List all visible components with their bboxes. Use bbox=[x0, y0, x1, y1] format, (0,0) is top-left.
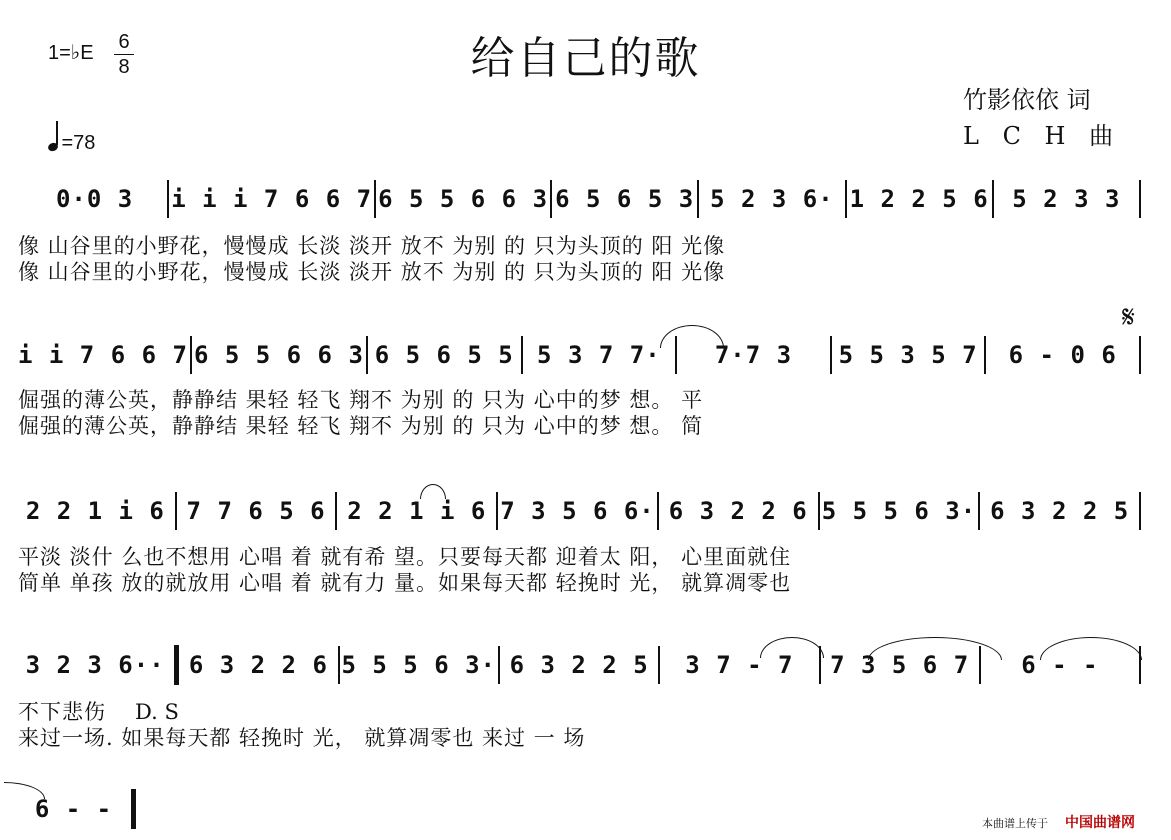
barline bbox=[335, 492, 337, 530]
measure: 5 5 5 6 3· bbox=[821, 497, 977, 525]
barline bbox=[978, 492, 980, 530]
measure: 3 7 - 7 bbox=[685, 651, 794, 679]
barline bbox=[374, 180, 376, 218]
measure: 6 - 0 6 bbox=[1008, 341, 1117, 369]
lyric-line-4a: 不下悲伤 bbox=[18, 700, 106, 724]
segno-icon: 𝄋 bbox=[1122, 300, 1135, 335]
barline bbox=[818, 492, 820, 530]
barline bbox=[657, 492, 659, 530]
barline bbox=[550, 180, 552, 218]
barline bbox=[521, 336, 523, 374]
staff-system-2 bbox=[18, 332, 1143, 378]
measure: 0·0 3 bbox=[55, 185, 134, 213]
measure: 5 5 3 5 7 bbox=[838, 341, 978, 369]
measure: 7 3 5 6 7 bbox=[830, 651, 970, 679]
measure: 6 5 6 5 5 bbox=[374, 341, 514, 369]
barline bbox=[190, 336, 192, 374]
barline bbox=[366, 336, 368, 374]
measure: 6 5 5 6 6 3 bbox=[378, 185, 549, 213]
measure: 6 - - bbox=[34, 795, 113, 823]
measure: 6 3 2 2 5 bbox=[990, 497, 1130, 525]
measure: 7 3 5 6 6· bbox=[500, 497, 655, 525]
barline bbox=[1139, 180, 1141, 218]
staff-system-1 bbox=[18, 176, 1143, 222]
barline bbox=[338, 646, 340, 684]
time-signature-bottom: 8 bbox=[118, 56, 130, 78]
tie-slur bbox=[868, 637, 1002, 660]
measure: 5 5 5 6 3· bbox=[341, 651, 496, 679]
lyric-line-4b: 来过一场. 如果每天都 轻挽时 光， 就算凋零也 来过 一 场 bbox=[18, 726, 586, 750]
measure: 1 2 2 5 6 bbox=[849, 185, 989, 213]
song-title: 给自己的歌 bbox=[470, 33, 701, 84]
final-barline bbox=[131, 789, 136, 829]
barline bbox=[830, 336, 832, 374]
dal-segno-mark: D. S bbox=[135, 700, 179, 724]
barline bbox=[697, 180, 699, 218]
barline bbox=[658, 646, 660, 684]
measure: 6 3 2 2 6 bbox=[188, 651, 328, 679]
measure: i i 7 6 6 7 bbox=[18, 341, 188, 369]
lyric-line-2a: 倔强的薄公英，静静结 果轻 轻飞 翔不 为别 的 只为 心中的梦 想。 平 bbox=[18, 388, 704, 412]
barline bbox=[1139, 336, 1141, 374]
measure: 5 3 7 7· bbox=[537, 341, 661, 369]
measure: 6 5 5 6 6 3 bbox=[193, 341, 364, 369]
measure: 6 - - bbox=[1021, 651, 1099, 679]
upload-credit: 本曲谱上传于 bbox=[982, 817, 1048, 830]
lyric-line-3a: 平淡 淡什 么也不想用 心唱 着 就有希 望。只要每天都 迎着太 阳， 心里面就住 bbox=[18, 545, 792, 569]
measure: i i i 7 6 6 7 bbox=[171, 185, 373, 213]
barline bbox=[175, 492, 177, 530]
measure: 5 2 3 6· bbox=[710, 185, 834, 213]
lyric-line-1b: 像 山谷里的小野花，慢慢成 长淡 淡开 放不 为别 的 只为头顶的 阳 光像 bbox=[18, 260, 726, 284]
lyricist-credit: 竹影依依 词 bbox=[963, 86, 1091, 114]
barline bbox=[498, 646, 500, 684]
tie-slur bbox=[660, 325, 724, 348]
barline bbox=[984, 336, 986, 374]
staff-system-3 bbox=[18, 488, 1143, 534]
tempo-marking bbox=[48, 125, 95, 155]
tempo-value: =78 bbox=[61, 132, 96, 154]
barline bbox=[167, 180, 169, 218]
site-logo: 中国曲谱网 bbox=[1065, 815, 1135, 831]
key-signature: 1=♭E bbox=[48, 42, 94, 64]
repeat-barline bbox=[174, 645, 179, 685]
barline bbox=[992, 180, 994, 218]
note-stem bbox=[56, 121, 58, 145]
measure: 7 7 6 5 6 bbox=[186, 497, 326, 525]
measure: 7·7 3 bbox=[714, 341, 793, 369]
barline bbox=[1139, 492, 1141, 530]
measure: 6 5 6 5 3 bbox=[555, 185, 695, 213]
barline bbox=[496, 492, 498, 530]
barline bbox=[845, 180, 847, 218]
time-signature-top: 6 bbox=[118, 31, 130, 53]
measure: 3 2 3 6·· bbox=[25, 651, 165, 679]
tie-slur bbox=[760, 637, 824, 658]
lyric-line-1a: 像 山谷里的小野花，慢慢成 长淡 淡开 放不 为别 的 只为头顶的 阳 光像 bbox=[18, 234, 726, 258]
measure: 2 2 1 i 6 bbox=[347, 497, 487, 525]
measure: 6 3 2 2 6 bbox=[668, 497, 808, 525]
time-signature bbox=[114, 31, 134, 78]
tie-slur bbox=[420, 484, 446, 499]
measure: 6 3 2 2 5 bbox=[509, 651, 649, 679]
tie-slur bbox=[4, 782, 45, 799]
composer-credit: L C H 曲 bbox=[963, 122, 1122, 150]
lyric-line-2b: 倔强的薄公英，静静结 果轻 轻飞 翔不 为别 的 只为 心中的梦 想。 简 bbox=[18, 414, 704, 438]
measure: 2 2 1 i 6 bbox=[25, 497, 165, 525]
measure: 5 2 3 3 bbox=[1012, 185, 1121, 213]
tie-slur bbox=[1040, 637, 1142, 660]
lyric-line-3b: 简单 单孩 放的就放用 心唱 着 就有力 量。如果每天都 轻挽时 光， 就算凋零也 bbox=[18, 571, 792, 595]
time-signature-divider bbox=[114, 54, 134, 55]
